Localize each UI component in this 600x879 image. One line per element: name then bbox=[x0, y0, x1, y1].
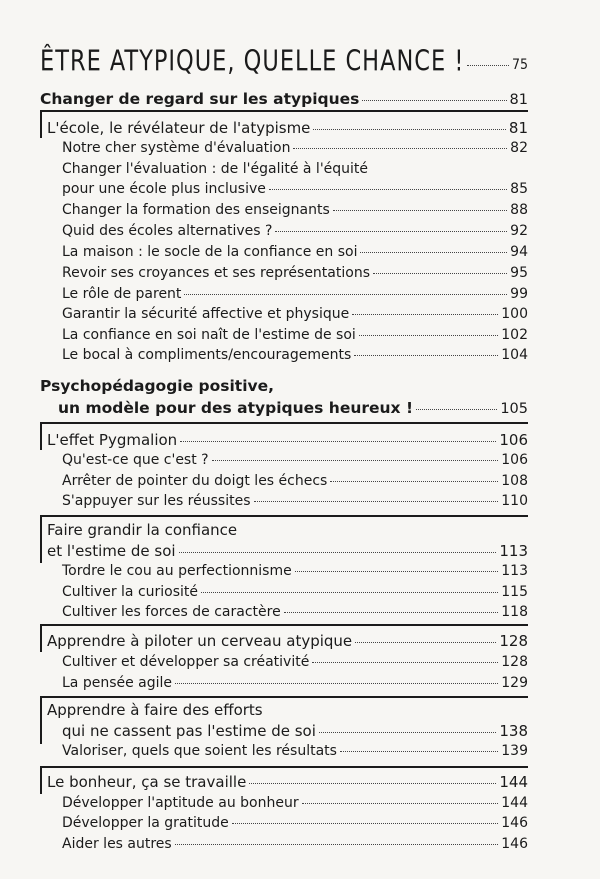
page-number: 113 bbox=[501, 563, 528, 579]
page-number: 144 bbox=[499, 773, 528, 791]
page-number: 108 bbox=[501, 473, 528, 489]
section-vbar bbox=[40, 696, 42, 744]
subsection-label: Cultiver la curiosité bbox=[62, 584, 199, 600]
leader-dots bbox=[333, 210, 507, 211]
subsection-label: Développer l'aptitude au bonheur bbox=[62, 795, 299, 811]
section-rule bbox=[40, 515, 528, 517]
toc-subsection[interactable] bbox=[62, 223, 528, 239]
subsection-label: Arrêter de pointer du doigt les échecs bbox=[62, 473, 328, 489]
toc-subsection[interactable] bbox=[62, 265, 528, 281]
toc-subsection[interactable] bbox=[62, 836, 528, 852]
subsection-label: La maison : le socle de la confiance en soi bbox=[62, 244, 358, 260]
section-label: qui ne cassent pas l'estime de soi bbox=[62, 722, 316, 740]
toc-subsection[interactable] bbox=[62, 563, 528, 579]
toc-subsection[interactable] bbox=[62, 306, 528, 322]
subsection-label: Cultiver les forces de caractère bbox=[62, 604, 281, 620]
toc-subsection[interactable] bbox=[62, 286, 528, 302]
leader-dots bbox=[212, 460, 499, 461]
section-vbar bbox=[40, 110, 42, 138]
page-number: 106 bbox=[499, 431, 528, 449]
toc-section[interactable] bbox=[47, 119, 528, 137]
toc-subsection[interactable] bbox=[62, 675, 528, 691]
subsection-label: La pensée agile bbox=[62, 675, 173, 691]
page-number: 102 bbox=[501, 327, 528, 343]
page-number: 81 bbox=[509, 92, 528, 108]
leader-dots bbox=[293, 148, 507, 149]
leader-dots bbox=[249, 783, 496, 784]
leader-dots bbox=[254, 501, 499, 502]
subsection-label: Aider les autres bbox=[62, 836, 172, 852]
subsection-label: Cultiver et développer sa créativité bbox=[62, 654, 310, 670]
page-number: 110 bbox=[501, 493, 528, 509]
chapter-label-line1: Psychopédagogie positive, bbox=[40, 377, 275, 395]
page-number: 104 bbox=[501, 347, 528, 363]
leader-dots bbox=[312, 662, 498, 663]
section-label-line1: Faire grandir la confiance bbox=[47, 521, 238, 539]
section-label: Apprendre à piloter un cerveau atypique bbox=[47, 632, 353, 650]
leader-dots bbox=[180, 441, 496, 442]
section-label-line1: Apprendre à faire des efforts bbox=[47, 701, 263, 719]
page-number: 129 bbox=[501, 675, 528, 691]
toc-section[interactable] bbox=[47, 431, 528, 449]
page-number: 92 bbox=[510, 223, 528, 239]
leader-dots bbox=[313, 129, 505, 130]
toc-subsection[interactable] bbox=[62, 743, 528, 759]
leader-dots bbox=[232, 823, 499, 824]
toc-subsection[interactable] bbox=[62, 327, 528, 343]
toc-chapter[interactable] bbox=[58, 399, 528, 417]
leader-dots bbox=[416, 409, 497, 410]
subsection-label: Le bocal à compliments/encouragements bbox=[62, 347, 352, 363]
leader-dots bbox=[362, 100, 506, 101]
subsection-label: pour une école plus inclusive bbox=[62, 181, 266, 197]
subsection-label: S'appuyer sur les réussites bbox=[62, 493, 251, 509]
page-number: 118 bbox=[501, 604, 528, 620]
part-title-label: ÊTRE ATYPIQUE, QUELLE CHANCE ! bbox=[40, 43, 465, 78]
section-rule bbox=[40, 766, 528, 768]
subsection-label: Notre cher système d'évaluation bbox=[62, 140, 291, 156]
page-number: 115 bbox=[501, 584, 528, 600]
leader-dots bbox=[467, 65, 509, 66]
page-number: 128 bbox=[499, 632, 528, 650]
toc-subsection[interactable] bbox=[62, 181, 528, 197]
page-number: 144 bbox=[501, 795, 528, 811]
page-number: 146 bbox=[501, 836, 528, 852]
toc-section[interactable] bbox=[62, 722, 528, 740]
section-label: Le bonheur, ça se travaille bbox=[47, 773, 247, 791]
subsection-label: Qu'est-ce que c'est ? bbox=[62, 452, 209, 468]
toc-section[interactable] bbox=[47, 542, 528, 560]
leader-dots bbox=[284, 612, 499, 613]
toc-section[interactable] bbox=[47, 773, 528, 791]
page-number: 81 bbox=[508, 119, 528, 137]
page-number: 128 bbox=[501, 654, 528, 670]
toc-subsection[interactable] bbox=[62, 795, 528, 811]
subsection-label: Changer la formation des enseignants bbox=[62, 202, 330, 218]
subsection-label: Le rôle de parent bbox=[62, 286, 182, 302]
page-number: 82 bbox=[510, 140, 528, 156]
chapter-label: un modèle pour des atypiques heureux ! bbox=[58, 399, 414, 417]
toc-subsection[interactable] bbox=[62, 473, 528, 489]
leader-dots bbox=[330, 481, 498, 482]
page-number: 139 bbox=[501, 743, 528, 759]
toc-subsection[interactable] bbox=[62, 493, 528, 509]
subsection-label: La confiance en soi naît de l'estime de soi bbox=[62, 327, 356, 343]
toc-subsection[interactable] bbox=[62, 584, 528, 600]
leader-dots bbox=[360, 252, 507, 253]
leader-dots bbox=[319, 732, 496, 733]
leader-dots bbox=[340, 751, 498, 752]
toc-subsection[interactable] bbox=[62, 654, 528, 670]
page-number: 95 bbox=[510, 265, 528, 281]
section-vbar bbox=[40, 422, 42, 450]
page-number: 113 bbox=[499, 542, 528, 560]
leader-dots bbox=[354, 355, 498, 356]
leader-dots bbox=[302, 803, 499, 804]
toc-section[interactable] bbox=[47, 632, 528, 650]
page-number: 100 bbox=[501, 306, 528, 322]
chapter-label: Changer de regard sur les atypiques bbox=[40, 90, 360, 108]
page-number: 85 bbox=[510, 181, 528, 197]
page-number: 106 bbox=[501, 452, 528, 468]
subsection-label: Quid des écoles alternatives ? bbox=[62, 223, 273, 239]
section-vbar bbox=[40, 766, 42, 794]
leader-dots bbox=[175, 683, 498, 684]
leader-dots bbox=[352, 314, 498, 315]
toc-subsection[interactable] bbox=[62, 452, 528, 468]
section-label: et l'estime de soi bbox=[47, 542, 176, 560]
section-rule bbox=[40, 624, 528, 626]
leader-dots bbox=[184, 294, 507, 295]
page-number: 138 bbox=[499, 722, 528, 740]
leader-dots bbox=[269, 189, 507, 190]
leader-dots bbox=[275, 231, 507, 232]
leader-dots bbox=[201, 592, 498, 593]
toc-part-title[interactable] bbox=[40, 43, 528, 78]
leader-dots bbox=[295, 571, 499, 572]
toc-subsection[interactable] bbox=[62, 244, 528, 260]
toc-subsection[interactable] bbox=[62, 140, 528, 156]
leader-dots bbox=[175, 844, 499, 845]
subsection-label-line1: Changer l'évaluation : de l'égalité à l'équité bbox=[62, 161, 369, 177]
leader-dots bbox=[179, 552, 497, 553]
toc-subsection[interactable] bbox=[62, 815, 528, 831]
page-number: 105 bbox=[500, 401, 528, 417]
page-number: 75 bbox=[511, 57, 528, 73]
leader-dots bbox=[373, 273, 507, 274]
page-number: 88 bbox=[510, 202, 528, 218]
section-rule bbox=[40, 696, 528, 698]
subsection-label: Développer la gratitude bbox=[62, 815, 229, 831]
section-rule bbox=[40, 422, 528, 424]
subsection-label: Garantir la sécurité affective et physique bbox=[62, 306, 350, 322]
subsection-label: Valoriser, quels que soient les résultats bbox=[62, 743, 337, 759]
page-number: 99 bbox=[510, 286, 528, 302]
page-number: 94 bbox=[510, 244, 528, 260]
section-label: L'école, le révélateur de l'atypisme bbox=[47, 119, 311, 137]
section-rule bbox=[40, 110, 528, 112]
toc-subsection[interactable] bbox=[62, 604, 528, 620]
toc-chapter[interactable] bbox=[40, 90, 528, 108]
leader-dots bbox=[355, 642, 496, 643]
section-label: L'effet Pygmalion bbox=[47, 431, 178, 449]
toc-subsection[interactable] bbox=[62, 347, 528, 363]
page-number: 146 bbox=[501, 815, 528, 831]
subsection-label: Tordre le cou au perfectionnisme bbox=[62, 563, 292, 579]
subsection-label: Revoir ses croyances et ses représentations bbox=[62, 265, 370, 281]
toc-subsection[interactable] bbox=[62, 202, 528, 218]
section-vbar bbox=[40, 515, 42, 563]
leader-dots bbox=[359, 335, 498, 336]
section-vbar bbox=[40, 624, 42, 652]
